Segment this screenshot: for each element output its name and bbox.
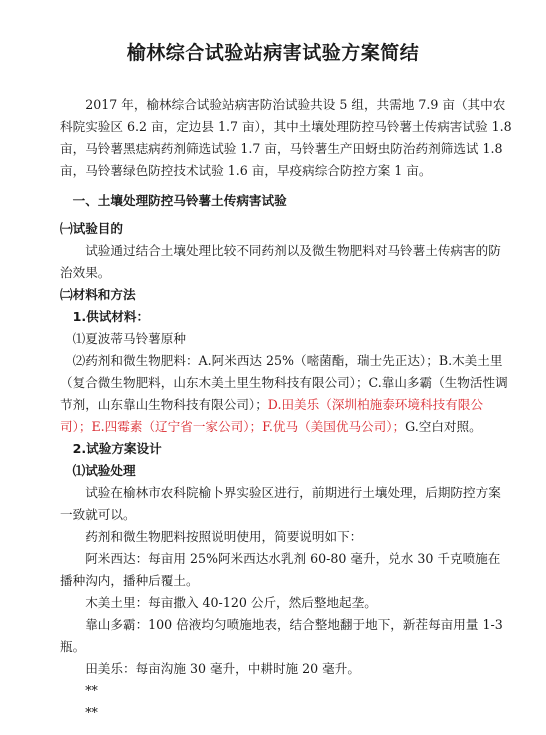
document-body xyxy=(60,94,512,724)
agents-text-end: G.空白对照。 xyxy=(405,419,482,434)
usage-paragraph: 药剂和微生物肥料按照说明使用，简要说明如下： xyxy=(85,529,363,544)
material-item-agents xyxy=(60,350,512,438)
section-heading: 一、土壤处理防控马铃薯土传病害试验 xyxy=(72,193,287,208)
treatment-heading: ⑴试验处理 xyxy=(72,463,136,478)
purpose-paragraph: 试验通过结合土壤处理比较不同药剂以及微生物肥料对马铃薯土传病害的防治效果。 xyxy=(60,243,501,280)
usage-tianmeile: 田美乐：每亩沟施 30 毫升，中耕时施 20 毫升。 xyxy=(85,661,360,676)
agents-text-highlight: D.田美乐（深圳柏施泰环境科技有限公司）；E.四霉素（辽宁省一家公司）；F.优马（美国优马公司）； xyxy=(60,397,483,434)
usage-kaoshan: 靠山多霸：100 倍液均匀喷施地表，结合整地翻于地下，新茬每亩用量 1-3 瓶。 xyxy=(60,617,503,654)
material-item-potato: ⑴夏波蒂马铃薯原种 xyxy=(72,331,186,346)
agents-text: ⑵药剂和微生物肥料：A.阿米西达 25%（嘧菌酯，瑞士先正达）；B.木美土里（复合微生物肥料，山东木美土里生物科技有限公司）；C.靠山多霸（生物活性调节剂，山东靠山生物科技有限公司）； xyxy=(60,353,508,412)
materials-heading: ㈡材料和方法 xyxy=(60,287,136,302)
intro-paragraph: 2017 年，榆林综合试验站病害防治试验共设 5 组，共需地 7.9 亩（其中农科院实验区 6.2 亩，定边县 1.7 亩），其中土壤处理防控马铃薯土传病害试验 1.8 亩，马铃薯黑痣病药剂筛选试验 1.7 亩，马铃薯生产田蚜虫防治药剂筛选试 1.8 亩，马铃薯绿色防控技术试验 1.6 亩，早疫病综合防控方案 1 亩。 xyxy=(60,97,512,178)
treatment-paragraph: 试验在榆林市农科院榆卜界实验区进行，前期进行土壤处理，后期防控方案一致就可以。 xyxy=(60,485,501,522)
usage-mumei: 木美土里：每亩撒入 40-120 公斤，然后整地起垄。 xyxy=(85,595,377,610)
usage-amixida: 阿米西达：每亩用 25%阿米西达水乳剂 60-80 毫升，兑水 30 千克喷施在播种沟内，播种后覆土。 xyxy=(60,551,501,588)
materials-subheading: 1.供试材料： xyxy=(72,309,150,324)
document-title: 榆林综合试验站病害试验方案简结 xyxy=(126,42,420,64)
design-heading: 2.试验方案设计 xyxy=(72,441,162,456)
ellipsis-marker: ** xyxy=(85,683,98,698)
purpose-heading: ㈠试验目的 xyxy=(60,221,123,236)
ellipsis-marker: ** xyxy=(85,705,98,720)
